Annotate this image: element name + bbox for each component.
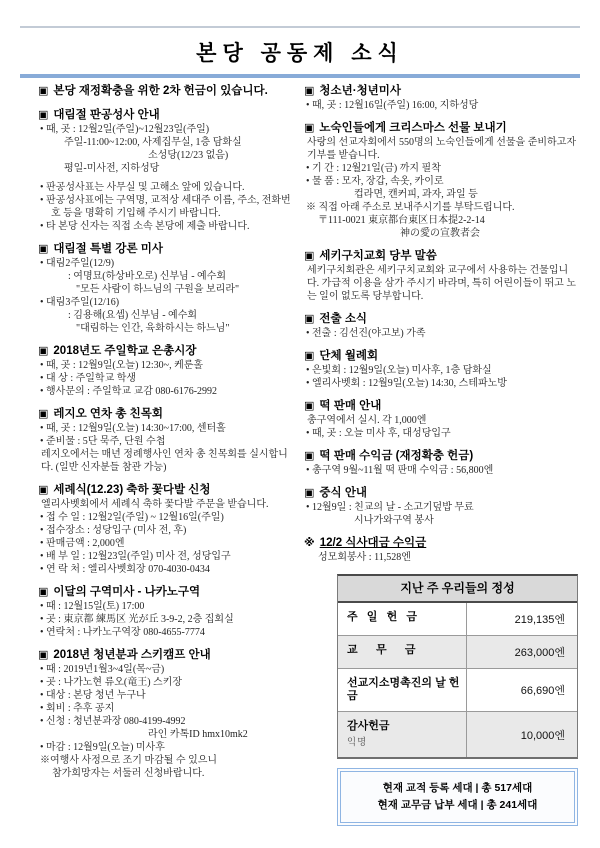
offering-row-amount: 263,000엔 xyxy=(466,636,577,668)
section-heading-text: 대림절 특별 강론 미사 xyxy=(53,243,163,255)
section-heading xyxy=(304,449,576,464)
section-line: • 타 본당 신자는 직접 소속 본당에 제출 바랍니다. xyxy=(40,221,250,232)
offering-row-sublabel: 익명 xyxy=(347,737,368,748)
section-line: • 판공성사표에는 구역명, 교적상 세대주 이름, 주소, 전화번호 등을 명확히 기입해 주시기 바랍니다. xyxy=(40,195,291,219)
section-line: • 대림3주일(12/16) xyxy=(40,297,120,308)
section-line: 평일-미사전, 지하성당 xyxy=(64,163,160,174)
section-marker-icon: ▣ xyxy=(304,122,315,134)
offering-row-label: 감사헌금 익명 xyxy=(338,712,466,757)
section-marker-icon: ▣ xyxy=(304,250,315,262)
section-marker-icon: ▣ xyxy=(304,487,315,499)
section-heading xyxy=(304,349,576,364)
section-heading-text: 청소년·청년미사 xyxy=(319,85,401,97)
section-heading xyxy=(38,108,291,123)
section-heading xyxy=(38,585,291,600)
section-line: • 때, 곳 : 12월9일(오늘) 14:30~17:00, 센터홀 xyxy=(40,423,226,434)
section xyxy=(38,108,291,233)
section-heading-text: 단체 월례회 xyxy=(319,350,379,362)
section-line: • 준비물 : 5단 묵주, 단원 수첩 xyxy=(40,436,166,447)
section-line: 주일-11:00~12:00, 사제집무실, 1층 담화실 xyxy=(64,137,242,148)
section-line: "모든 사람이 하느님의 구원을 보리라" xyxy=(76,284,240,295)
section-heading-text: 2018년 청년분과 스키캠프 안내 xyxy=(53,649,211,661)
section-heading-text: 전출 소식 xyxy=(319,313,368,325)
section-line: • 곳 : 나가노현 류오(竜王) 스키장 xyxy=(40,677,183,688)
section-line: • 연락처 : 나카노구역장 080-4655-7774 xyxy=(40,627,205,638)
section-line: • 총구역 9월~11월 떡 판매 수익금 : 56,800엔 xyxy=(306,465,494,476)
section-heading xyxy=(304,399,576,414)
section-line: • 때, 곳 : 12월16일(주일) 16:00, 지하성당 xyxy=(306,100,479,111)
section-line: • 곳 : 東京都 練馬区 光が丘 3-9-2, 2층 집회실 xyxy=(40,614,234,625)
section-line: 시나가와구역 봉사 xyxy=(354,515,434,526)
section-line: 소성당(12/23 없음) xyxy=(148,150,229,161)
section-line: • 판매금액 : 2,000엔 xyxy=(40,538,125,549)
section-heading-text: 12/2 식사대금 수익금 xyxy=(319,537,427,549)
section-line: • 때 : 12월15일(토) 17:00 xyxy=(40,601,145,612)
section xyxy=(38,407,291,474)
section-heading xyxy=(304,84,576,99)
section-line: • 때 : 2019년1월3~4일(목~금) xyxy=(40,664,165,675)
note-marker-icon: ※ xyxy=(304,537,315,549)
section-line: 라인 카톡ID hmx10mk2 xyxy=(148,729,248,740)
offering-row xyxy=(338,603,577,635)
section-marker-icon: ▣ xyxy=(304,400,315,412)
section-line: • 회비 : 추후 공지 xyxy=(40,703,115,714)
section-line: 참가희망자는 서둘러 신청바랍니다. xyxy=(52,768,205,779)
section xyxy=(304,486,576,527)
section-line: • 배 부 일 : 12월23일(주일) 미사 전, 성당입구 xyxy=(40,551,231,562)
section xyxy=(304,249,576,303)
household-paying-line: 현재 교무금 납부 세대 | 총 241세대 xyxy=(377,799,538,811)
section-line: • 접 수 일 : 12월2일(주일) ~ 12월16일(주일) xyxy=(40,512,224,523)
offering-row-amount: 66,690엔 xyxy=(466,669,577,711)
section-heading-text: 대림절 판공성사 안내 xyxy=(53,109,160,121)
section xyxy=(304,312,576,340)
section-line: • 대 상 : 주일학교 학생 xyxy=(40,373,137,384)
section xyxy=(304,536,576,564)
section-marker-icon: ▣ xyxy=(38,109,49,121)
section-heading xyxy=(304,312,576,327)
section-line: • 신청 : 청년분과장 080-4199-4992 xyxy=(40,716,186,727)
section-marker-icon: ▣ xyxy=(38,408,49,420)
section xyxy=(304,399,576,440)
section-line: • 마감 : 12월9일(오늘) 미사후 xyxy=(40,742,165,753)
section-line: • 대림2주일(12/9) xyxy=(40,258,115,269)
offering-row-label: 주 일 헌 금 xyxy=(347,611,418,623)
section-heading-text: 떡 판매 안내 xyxy=(319,400,382,412)
section-line: ※ 직접 아래 주소로 보내주시기를 부탁드립니다. xyxy=(306,202,515,213)
offering-row-label: 교 무 금 xyxy=(347,644,416,656)
section xyxy=(38,648,291,780)
section-heading xyxy=(304,249,576,264)
section-line: • 때, 곳 : 12월2일(주일)~12월23일(주일) xyxy=(40,124,210,135)
section-line: • 은빛회 : 12월9일(오늘) 미사후, 1층 담화실 xyxy=(306,365,492,376)
section-line: : 여명묘(하상바오로) 신부님 - 예수회 xyxy=(68,271,227,282)
offering-row-label: 선교지소명촉진의 날 헌금 xyxy=(347,677,460,702)
header-accent-rule xyxy=(20,74,580,78)
section-line: • 12월9일 : 친교의 날 - 소고기덮밥 무료 xyxy=(306,502,474,513)
offering-row xyxy=(338,668,577,711)
section-heading xyxy=(38,242,291,257)
section-marker-icon: ▣ xyxy=(38,586,49,598)
right-column-sections xyxy=(304,84,576,564)
section-heading-text: 세례식(12.23) 축하 꽃다발 신청 xyxy=(53,484,211,496)
section xyxy=(38,483,291,576)
section-line: • 판공성사표는 사무실 및 고해소 앞에 있습니다. xyxy=(40,182,245,193)
section-heading xyxy=(38,483,291,498)
section-line: 레지오에서는 매년 정례행사인 연차 총 친목회를 실시합니다. (일반 신자분들 참관 가능) xyxy=(41,449,288,473)
household-registered-line: 현재 교적 등록 세대 | 총 517세대 xyxy=(382,782,533,794)
offering-table xyxy=(337,574,578,759)
section xyxy=(38,344,291,398)
section-heading xyxy=(38,648,291,663)
section-heading xyxy=(304,121,576,136)
section-line: • 대상 : 본당 청년 누구나 xyxy=(40,690,146,701)
section-line: • 전출 : 김선진(야고보) 가족 xyxy=(306,328,426,339)
section-line: : 김용해(요셉) 신부님 - 예수회 xyxy=(68,310,198,321)
section-line: 세키구치회관은 세키구치교회와 교구에서 사용하는 건물입니다. 가급적 이용을 삼가 주시기 바라며, 특히 어린이들이 뛰고 노는 일이 없도록 당부합니다. xyxy=(307,265,576,302)
section-line: • 행사문의 : 주일학교 교감 080-6176-2992 xyxy=(40,386,218,397)
section-heading-text: 이달의 구역미사 - 나카노구역 xyxy=(53,586,201,598)
section-marker-icon: ▣ xyxy=(38,85,49,97)
section-heading-text: 2018년도 주일학교 은총시장 xyxy=(53,345,197,357)
section xyxy=(304,84,576,112)
section-heading-text: 본당 재정확충을 위한 2차 헌금이 있습니다. xyxy=(53,85,268,97)
section-line: • 엘리사벳회 : 12월9일(오늘) 14:30, 스테파노방 xyxy=(306,378,507,389)
section-heading-text: 떡 판매 수익금 (재정확충 헌금) xyxy=(319,450,474,462)
section-line: 〒111-0021 東京都台東区日本提2-2-14 xyxy=(318,215,485,226)
section xyxy=(38,84,291,99)
offering-table-rows xyxy=(338,603,577,757)
content-columns xyxy=(38,84,576,826)
section-line: 사랑의 선교자회에서 550명의 노숙인들에게 선물을 준비하고자 기부를 받습니다. xyxy=(307,137,576,161)
section-line: • 때, 곳 : 오늘 미사 후, 대성당입구 xyxy=(306,428,451,439)
offering-row xyxy=(338,635,577,668)
section-heading-text: 중식 안내 xyxy=(319,487,368,499)
offering-row-amount: 219,135엔 xyxy=(466,603,577,635)
page-header xyxy=(20,26,580,78)
section xyxy=(304,449,576,477)
section-line: 컵라면, 캔커피, 과자, 과일 등 xyxy=(354,189,478,200)
section-heading-text: 노숙인들에게 크리스마스 선물 보내기 xyxy=(319,122,507,134)
section-line: "대림하는 인간, 육화하시는 하느님" xyxy=(76,323,230,334)
right-column xyxy=(304,84,576,826)
offering-row-amount: 10,000엔 xyxy=(466,712,577,757)
section-heading-text: 세키구치교회 당부 말씀 xyxy=(319,250,437,262)
offering-table-title: 지난 주 우리들의 정성 xyxy=(338,576,577,603)
section xyxy=(38,585,291,639)
section-heading xyxy=(38,344,291,359)
section-line: • 접수장소 : 성당입구 (미사 전, 후) xyxy=(40,525,187,536)
section-marker-icon: ▣ xyxy=(38,484,49,496)
section-heading xyxy=(38,407,291,422)
section-heading xyxy=(304,486,576,501)
section-marker-icon: ▣ xyxy=(304,450,315,462)
page-title: 본당 공동제 소식 xyxy=(196,42,404,65)
section xyxy=(304,349,576,390)
section-marker-icon: ▣ xyxy=(38,345,49,357)
offering-row xyxy=(338,711,577,757)
section-line: 神の愛の宣教者会 xyxy=(400,228,480,239)
section-line: 총구역에서 실시. 각 1,000엔 xyxy=(307,415,427,426)
section-line: • 때, 곳 : 12월9일(오늘) 12:30~, 케룬홀 xyxy=(40,360,204,371)
section-line: 엘리사벳회에서 세례식 축하 꽃다발 주문을 받습니다. xyxy=(41,499,269,510)
section-marker-icon: ▣ xyxy=(304,350,315,362)
section-heading xyxy=(38,84,291,99)
section-marker-icon: ▣ xyxy=(38,649,49,661)
section xyxy=(304,121,576,240)
section-line: • 연 락 처 : 엘리사벳회장 070-4030-0434 xyxy=(40,564,210,575)
section-marker-icon: ▣ xyxy=(38,243,49,255)
left-column xyxy=(38,84,291,780)
household-summary-box xyxy=(337,768,578,826)
section-line: ※여행사 사정으로 조기 마감될 수 있으니 xyxy=(40,755,218,766)
section-heading xyxy=(304,536,576,551)
section-marker-icon: ▣ xyxy=(304,313,315,325)
section-heading-text: 레지오 연차 총 친목회 xyxy=(53,408,163,420)
section-marker-icon: ▣ xyxy=(304,85,315,97)
section-line: 성모회봉사 : 11,528엔 xyxy=(318,552,411,563)
section xyxy=(38,242,291,335)
section-line: • 기 간 : 12월21일(금) 까지 필착 xyxy=(306,163,441,174)
section-line: • 물 품 : 모자, 장갑, 속옷, 카이로 xyxy=(306,176,444,187)
